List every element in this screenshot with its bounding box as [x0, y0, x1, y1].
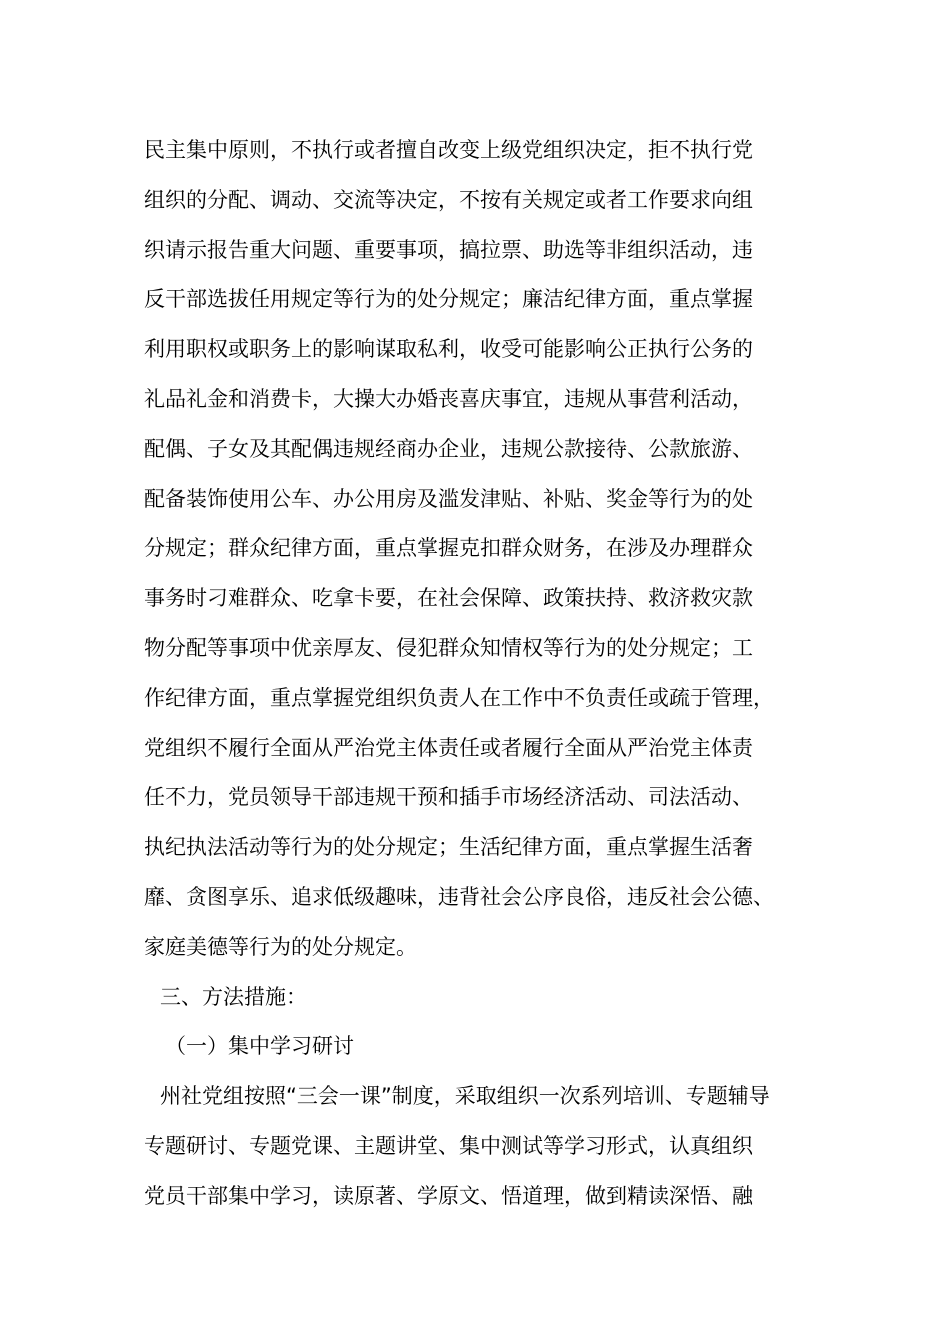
- body-line: 执纪执法活动等行为的处分规定；生活纪律方面，重点掌握生活奢: [144, 835, 753, 860]
- body-line: 事务时刁难群众、吃拿卡要，在社会保障、政策扶持、救济救灾款: [144, 586, 753, 611]
- subsection-heading: （一）集中学习研讨: [165, 1034, 354, 1059]
- body-line: 组织的分配、调动、交流等决定，不按有关规定或者工作要求向组: [144, 187, 753, 212]
- paragraph-line: 党员干部集中学习，读原著、学原文、悟道理，做到精读深悟、融: [144, 1183, 753, 1208]
- body-line: 利用职权或职务上的影响谋取私利，收受可能影响公正执行公务的: [144, 337, 753, 362]
- body-line: 礼品礼金和消费卡，大操大办婚丧喜庆事宜，违规从事营利活动，: [144, 386, 753, 411]
- document-body: [144, 126, 844, 1222]
- section-heading: 三、方法措施：: [160, 984, 307, 1009]
- body-line: 家庭美德等行为的处分规定。: [144, 934, 417, 959]
- body-line: 织请示报告重大问题、重要事项，搞拉票、助选等非组织活动，违: [144, 237, 753, 262]
- paragraph-line: 专题研讨、专题党课、主题讲堂、集中测试等学习形式，认真组织: [144, 1133, 753, 1158]
- body-line: 党组织不履行全面从严治党主体责任或者履行全面从严治党主体责: [144, 735, 753, 760]
- body-line: 作纪律方面，重点掌握党组织负责人在工作中不负责任或疏于管理，: [144, 685, 774, 710]
- body-line: 配偶、子女及其配偶违规经商办企业，违规公款接待、公款旅游、: [144, 436, 753, 461]
- body-line: 配备装饰使用公车、办公用房及滥发津贴、补贴、奖金等行为的处: [144, 486, 753, 511]
- body-line: 反干部选拔任用规定等行为的处分规定；廉洁纪律方面，重点掌握: [144, 287, 753, 312]
- body-line: 分规定；群众纪律方面，重点掌握克扣群众财务，在涉及办理群众: [144, 536, 753, 561]
- body-line: 靡、贪图享乐、追求低级趣味，违背社会公序良俗，违反社会公德、: [144, 884, 774, 909]
- paragraph-line: 州社党组按照“三会一课”制度，采取组织一次系列培训、专题辅导: [160, 1084, 770, 1109]
- body-line: 物分配等事项中优亲厚友、侵犯群众知情权等行为的处分规定；工: [144, 635, 753, 660]
- body-line: 任不力，党员领导干部违规干预和插手市场经济活动、司法活动、: [144, 785, 753, 810]
- body-line: 民主集中原则，不执行或者擅自改变上级党组织决定，拒不执行党: [144, 138, 753, 162]
